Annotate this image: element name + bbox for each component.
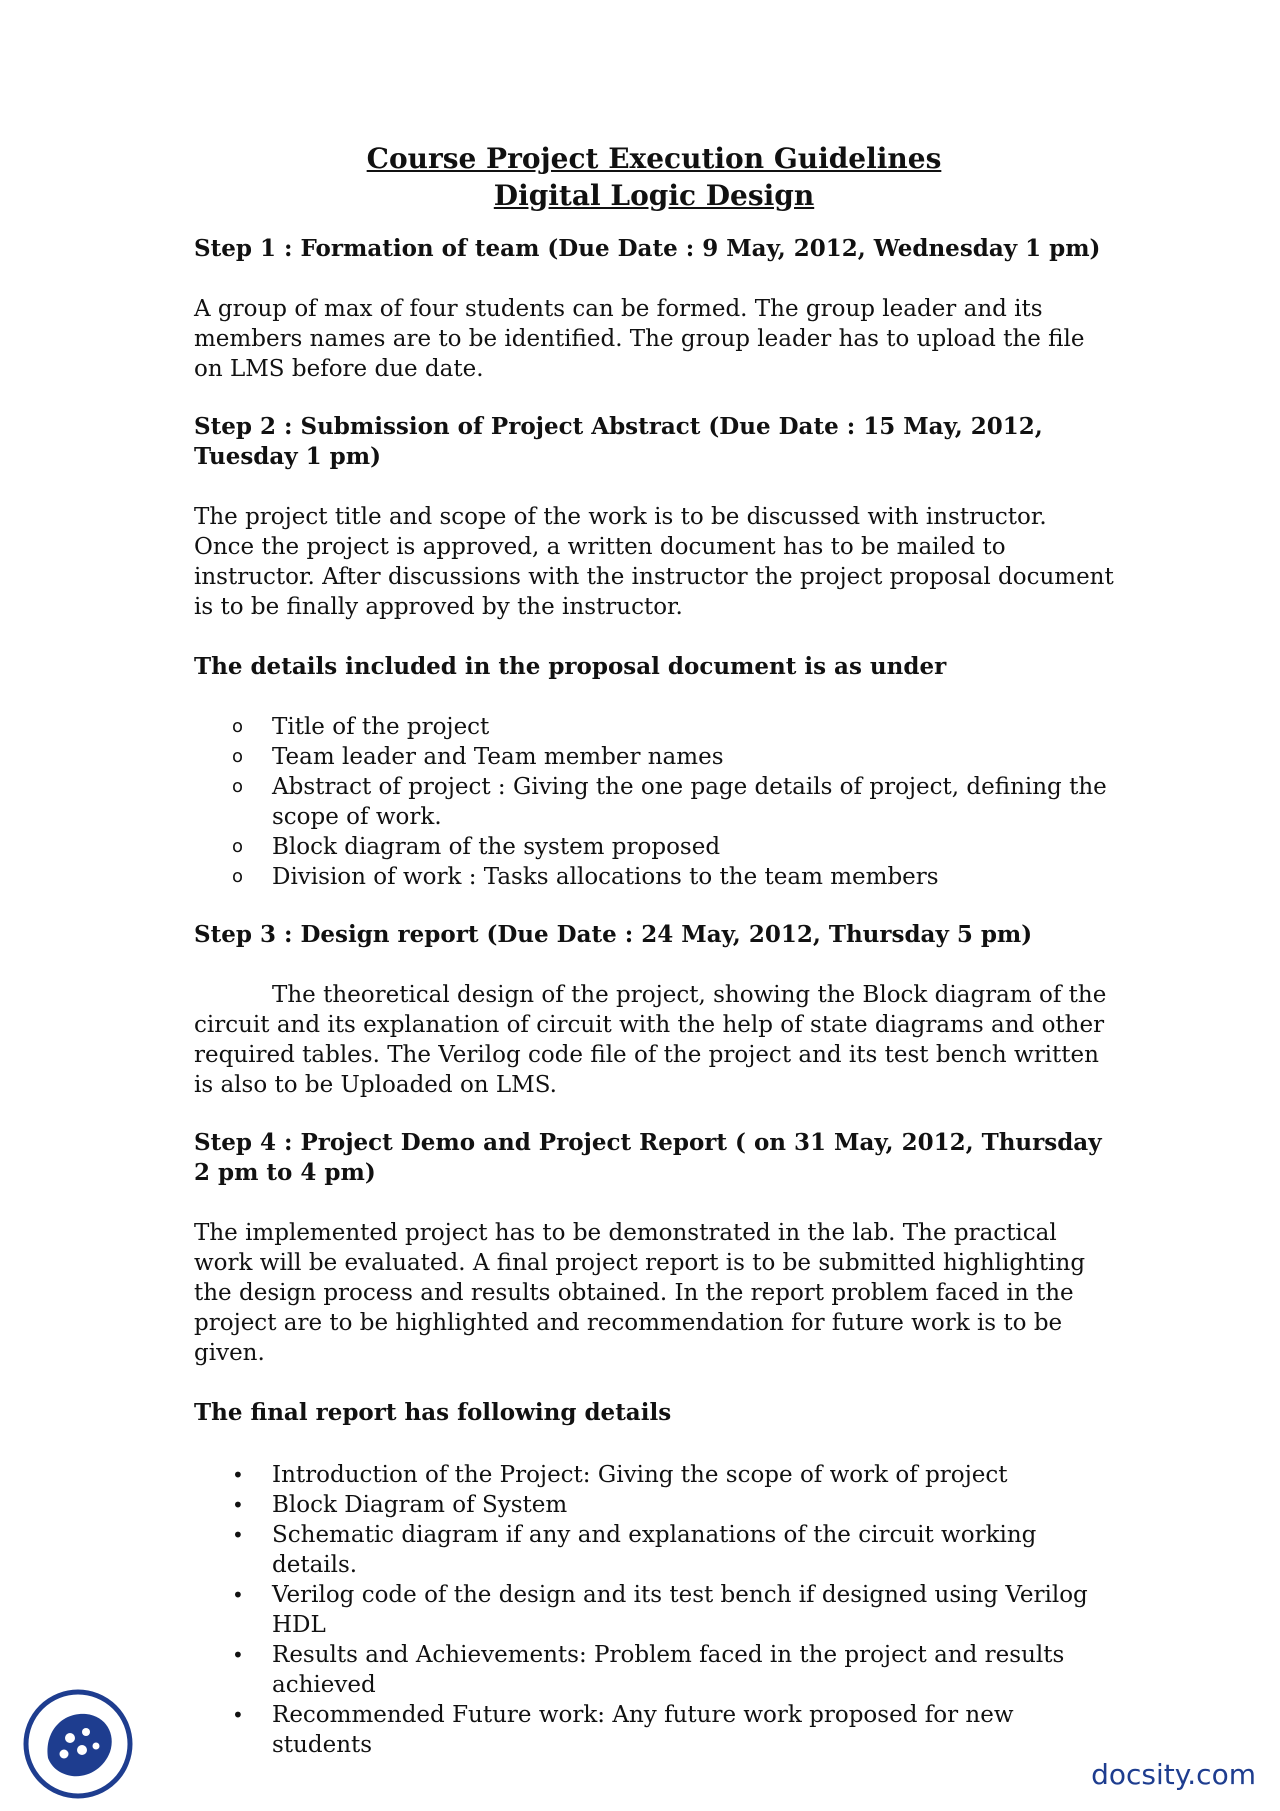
document-page: [194, 140, 1114, 1760]
bullet-icon: •: [232, 1703, 244, 1727]
brand-link[interactable]: docsity.com: [1091, 1758, 1256, 1791]
list-item: • Results and Achievements: Problem faced in the project and results achieved: [232, 1642, 1065, 1698]
step4-heading: Step 4 : Project Demo and Project Report ( on 31 May, 2012, Thursday 2 pm to 4 pm): [194, 1129, 1102, 1186]
step3-heading: Step 3 : Design report (Due Date : 24 May, 2012, Thursday 5 pm): [194, 921, 1033, 948]
docsity-logo-svg: [22, 1688, 134, 1800]
step1-heading: Step 1 : Formation of team (Due Date : 9 May, 2012, Wednesday 1 pm): [194, 235, 1101, 262]
list-item: • Schematic diagram if any and explanations of the circuit working details.: [232, 1522, 1037, 1578]
circle-bullet-icon: o: [232, 836, 244, 857]
step2-heading: Step 2 : Submission of Project Abstract (Due Date : 15 May, 2012, Tuesday 1 pm): [194, 413, 1043, 470]
document-title: [194, 140, 1114, 214]
proposal-list: [194, 712, 1114, 892]
bullet-icon: •: [232, 1463, 244, 1487]
title-line-2: Digital Logic Design: [493, 179, 815, 212]
bullet-icon: •: [232, 1643, 244, 1667]
list-item: • Introduction of the Project: Giving the scope of work of project: [232, 1462, 1008, 1488]
title-line-1: Course Project Execution Guidelines: [366, 142, 942, 175]
docsity-logo-icon[interactable]: [22, 1688, 134, 1800]
step3-body: The theoretical design of the project, showing the Block diagram of the circuit and its explanation of circuit with the help of state diagrams and other required tables. The Verilog code file of the project and its test bench written is also to be Uploaded on LMS.: [194, 982, 1107, 1098]
bullet-icon: •: [232, 1493, 244, 1517]
bullet-icon: •: [232, 1583, 244, 1607]
list-item: • Recommended Future work: Any future work proposed for new students: [232, 1702, 1014, 1758]
list-item: • Verilog code of the design and its test bench if designed using Verilog HDL: [232, 1582, 1088, 1638]
step1-body: A group of max of four students can be formed. The group leader and its members names are to be identified. The group leader has to upload the file on LMS before due date.: [194, 296, 1085, 382]
bullet-icon: •: [232, 1523, 244, 1547]
circle-bullet-icon: o: [232, 866, 244, 887]
report-heading: The final report has following details: [194, 1399, 672, 1426]
list-item: o Team leader and Team member names: [232, 744, 724, 770]
list-item: o Division of work : Tasks allocations to the team members: [232, 864, 939, 890]
proposal-heading: The details included in the proposal document is as under: [194, 653, 947, 680]
circle-bullet-icon: o: [232, 716, 244, 737]
list-item: o Title of the project: [232, 714, 490, 740]
circle-bullet-icon: o: [232, 776, 244, 797]
step4-body: The implemented project has to be demonstrated in the lab. The practical work will be evaluated. A final project report is to be submitted highlighting the design process and results obtained. In the report problem faced in the project are to be highlighted and recommendation for future work is to be given.: [194, 1220, 1086, 1366]
list-item: • Block Diagram of System: [232, 1492, 568, 1518]
step2-body: The project title and scope of the work is to be discussed with instructor. Once the project is approved, a written document has to be mailed to instructor. After discussions with the instructor the project proposal document is to be finally approved by the instructor.: [194, 504, 1114, 620]
circle-bullet-icon: o: [232, 746, 244, 767]
list-item: o Abstract of project : Giving the one page details of project, defining the scope of work.: [232, 774, 1107, 830]
list-item: o Block diagram of the system proposed: [232, 834, 721, 860]
report-list: [194, 1460, 1114, 1760]
